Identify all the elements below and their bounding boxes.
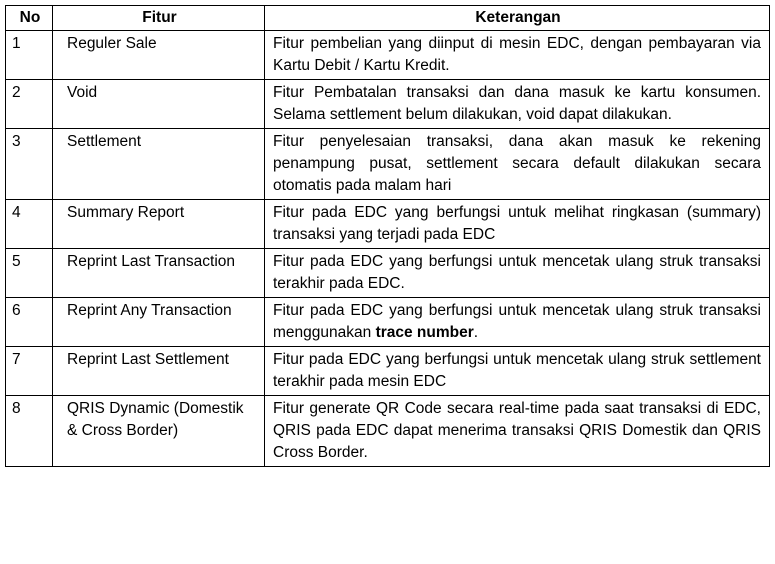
table-header bbox=[6, 6, 770, 31]
table-row bbox=[6, 396, 770, 467]
header-no: No bbox=[6, 6, 53, 31]
row-no: 7 bbox=[6, 347, 53, 396]
row-keterangan: Fitur pada EDC yang berfungsi untuk melihat ringkasan (summary) transaksi yang terjadi pada EDC bbox=[265, 200, 770, 249]
row-fitur: Settlement bbox=[53, 129, 265, 200]
table-body bbox=[6, 31, 770, 467]
table-row bbox=[6, 249, 770, 298]
row-keterangan: Fitur pembelian yang diinput di mesin EDC, dengan pembayaran via Kartu Debit / Kartu Kredit. bbox=[265, 31, 770, 80]
row-fitur: QRIS Dynamic (Domestik & Cross Border) bbox=[53, 396, 265, 467]
header-row bbox=[6, 6, 770, 31]
row-keterangan: Fitur pada EDC yang berfungsi untuk mencetak ulang struk settlement terakhir pada mesin EDC bbox=[265, 347, 770, 396]
row-fitur: Reprint Last Settlement bbox=[53, 347, 265, 396]
feature-table-wrapper bbox=[5, 5, 770, 467]
row-fitur: Reguler Sale bbox=[53, 31, 265, 80]
table-row bbox=[6, 200, 770, 249]
row-keterangan: Fitur penyelesaian transaksi, dana akan masuk ke rekening penampung pusat, settlement secara default dilakukan secara otomatis pada malam hari bbox=[265, 129, 770, 200]
row-no: 3 bbox=[6, 129, 53, 200]
row-keterangan: Fitur generate QR Code secara real-time pada saat transaksi di EDC, QRIS pada EDC dapat menerima transaksi QRIS Domestik dan QRIS Cross Border. bbox=[265, 396, 770, 467]
row-fitur: Reprint Last Transaction bbox=[53, 249, 265, 298]
table-row bbox=[6, 298, 770, 347]
row-no: 2 bbox=[6, 80, 53, 129]
row-keterangan bbox=[265, 298, 770, 347]
row-keterangan: Fitur pada EDC yang berfungsi untuk mencetak ulang struk transaksi terakhir pada EDC. bbox=[265, 249, 770, 298]
row-no: 8 bbox=[6, 396, 53, 467]
row-no: 6 bbox=[6, 298, 53, 347]
table-row bbox=[6, 347, 770, 396]
row-fitur: Reprint Any Transaction bbox=[53, 298, 265, 347]
row-fitur: Void bbox=[53, 80, 265, 129]
table-row bbox=[6, 129, 770, 200]
table-row bbox=[6, 31, 770, 80]
row-no: 5 bbox=[6, 249, 53, 298]
keterangan-text-end: . bbox=[473, 324, 479, 341]
row-no: 1 bbox=[6, 31, 53, 80]
row-no: 4 bbox=[6, 200, 53, 249]
keterangan-text: Fitur pada EDC yang berfungsi untuk mencetak ulang struk transaksi menggunakan bbox=[273, 302, 761, 341]
header-keterangan: Keterangan bbox=[265, 6, 770, 31]
row-keterangan: Fitur Pembatalan transaksi dan dana masuk ke kartu konsumen. Selama settlement belum dilakukan, void dapat dilakukan. bbox=[265, 80, 770, 129]
feature-table bbox=[5, 5, 770, 467]
row-fitur: Summary Report bbox=[53, 200, 265, 249]
table-row bbox=[6, 80, 770, 129]
header-fitur: Fitur bbox=[53, 6, 265, 31]
trace-number-emphasis: trace number bbox=[375, 324, 474, 341]
